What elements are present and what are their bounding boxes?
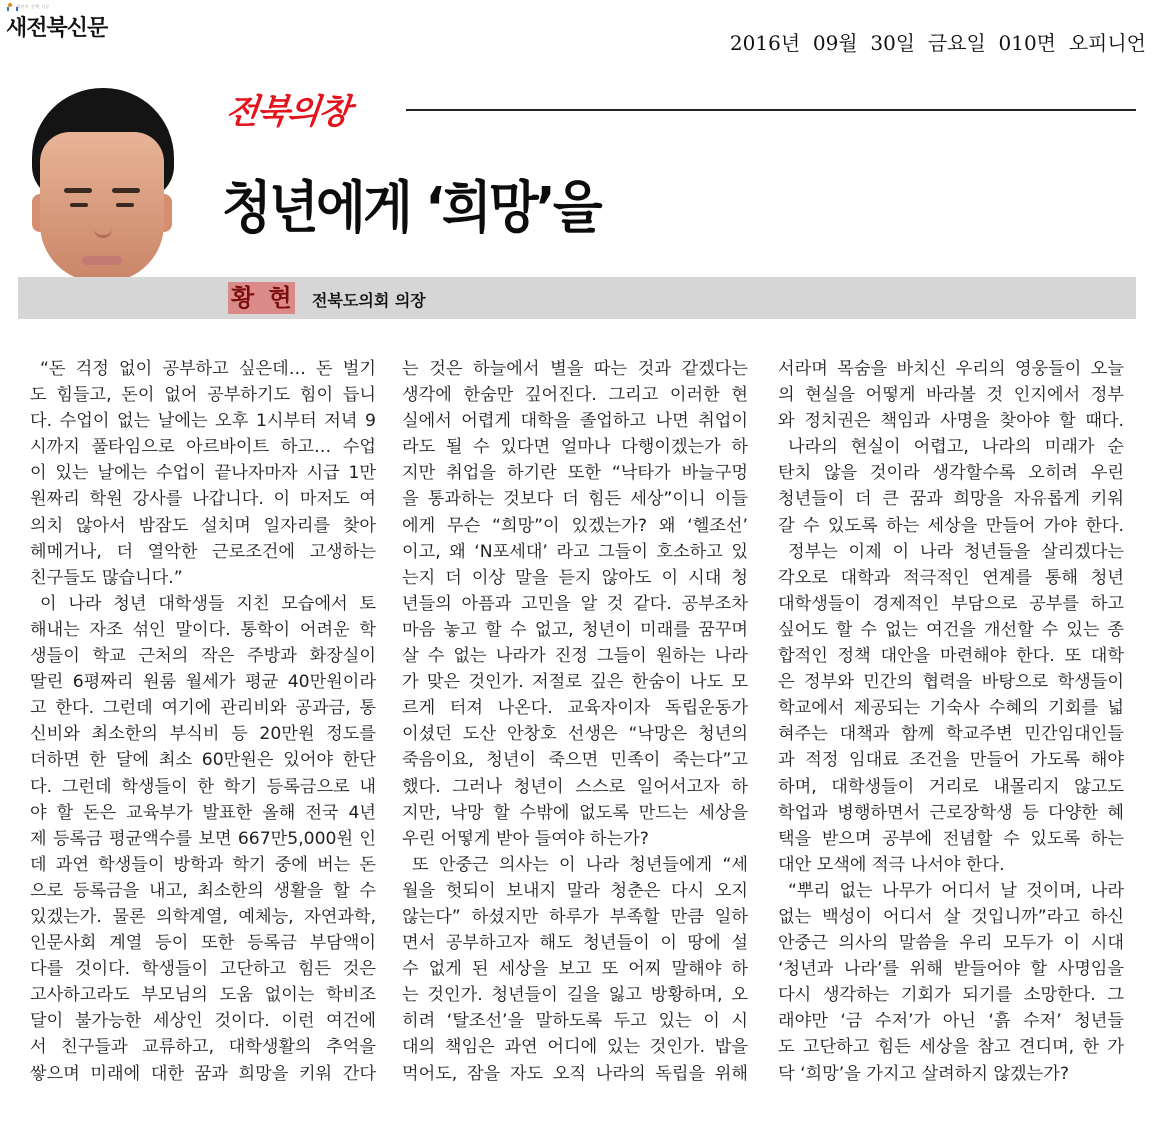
article-text-line: 대안 모색에 적극 나서야 한다. [778,854,1005,875]
article-text-line: 딸린 6평짜리 원룸 월세가 평균 40만원이라 [30,672,376,693]
article-text-line: “뿌리 없는 나무가 어디서 날 것이며, 나라 [788,880,1124,901]
article-text-line: 지만, 낙망 할 수밖에 없도록 만드는 세상을 [402,802,748,823]
article-text-line: 우린 어떻게 받아 들여야 하는가? [402,828,649,849]
article-text-line: 마음 놓고 할 수 없고, 청년이 미래를 꿈꾸며 [402,619,748,640]
author-name: 황 현 [228,282,295,314]
article-text-line: 살 수 없는 나라가 진정 그들이 원하는 나라 [402,646,748,667]
article-text-line: 대의 책임은 과연 어디에 있는 것인가. 밥을 [402,1037,748,1058]
article-text-line: 에게 무슨 “희망”이 있겠는가? 왜 ‘헬조선’ [402,515,748,536]
article-text-line: 쌓으며 미래에 대한 꿈과 희망을 키워 간다 [30,1063,376,1084]
article-text-line: 이고, 왜 ‘N포세대’ 라고 그들이 호소하고 있 [402,541,748,562]
article-text-line: 이셨던 도산 안창호 선생은 “낙망은 청년의 [402,724,748,745]
article-text-line: 먹어도, 잠을 자도 오직 나라의 독립을 위해 [402,1063,748,1084]
article-text-line: 택을 받으며 공부에 전념할 수 있도록 하는 [778,828,1124,849]
article-text-line: 또 안중근 의사는 이 나라 청년들에게 “세 [412,854,748,875]
section-label: 전북의창 [223,92,352,132]
article-text-line: 실에서 어렵게 대학을 졸업하고 나면 취업이 [402,411,748,432]
article-text-line: ‘청년과 나라’를 위해 받들어야 할 사명임을 [778,959,1124,980]
logo-tagline: 새전북 선택 신문 [16,4,51,9]
article-text-line: 정부는 이제 이 나라 청년들을 살리겠다는 [788,541,1124,562]
article-text-line: 는지 더 이상 말을 듣지 않아도 이 시대 청 [402,567,748,588]
photo-brow-left [64,188,92,193]
newspaper-logo [4,2,114,41]
article-text-line: 헤메거나, 더 열악한 근로조건에 고생하는 [30,541,376,562]
article-text-line: 없는 백성이 어디서 살 것입니까”라고 하신 [778,906,1124,927]
article-text-line: 했다. 그러나 청년이 스스로 일어서고자 하 [402,776,748,797]
article-text-line: 학교에서 제공되는 기숙사 수혜의 기회를 넓 [778,698,1124,719]
article-text-line: 대학생들이 경제적인 부담으로 공부를 하고 [778,593,1124,614]
article-text-line: 다를 것이다. 학생들이 고단하고 힘든 것은 [30,959,376,980]
article-text-line: 합적인 정책 대안을 마련해야 한다. 또 대학 [778,646,1124,667]
photo-nose [94,216,112,238]
article-text-line: 래야만 ‘금 수저’가 아닌 ‘흙 수저’ 청년들 [778,1011,1124,1032]
article-text-line: 다. 수업이 없는 날에는 오후 1시부터 저녁 9 [30,411,376,432]
article-text-line: 달이 불가능한 세상인 것이다. 이런 여건에 [30,1011,376,1032]
article-text-line: 해내는 자조 섞인 말이다. 통학이 어려운 학 [30,619,376,640]
article-text-line: 학업과 병행하면서 근로장학생 등 다양한 혜 [778,802,1124,823]
article-text-line: 이 나라 청년 대학생들 지친 모습에서 토 [40,593,376,614]
section-divider [406,109,1136,111]
article-text-line: 르게 터져 나온다. 교육자이자 독립운동가 [402,698,748,719]
article-text-line: 혀주는 대책과 함께 학교주변 민간임대인들 [778,724,1124,745]
article-text-line: 는 것인가. 청년들이 길을 잃고 방황하며, 오 [402,985,748,1006]
article-text-line: 야 할 돈은 교육부가 발표한 올해 전국 4년 [30,802,376,823]
article-text-line: 친구들도 많습니다.” [30,567,183,588]
article-text-line: 더하면 한 달에 최소 60만원은 있어야 한단 [30,750,376,771]
article-text-line: 지만 취업을 하기란 또한 “낙타가 바늘구멍 [402,463,748,484]
article-text-line: 않는다” 하셨지만 하루가 부족할 만큼 일하 [402,906,748,927]
article-text-line: 가 맞은 것인가. 저절로 깊은 한숨이 나도 모 [402,672,748,693]
person-figure-icon [7,3,14,11]
article-text-line: 제 등록금 평균액수를 보면 667만5,000원 인 [30,828,376,849]
article-column-2 [402,356,748,1087]
photo-mouth [82,256,122,265]
article-text-line: 데 과연 학생들이 방학과 학기 중에 버는 돈 [30,854,376,875]
article-text-line: 수 없게 된 세상을 보고 또 어찌 말해야 하 [402,959,748,980]
article-text-line: 시까지 풀타임으로 아르바이트 하고… 수업 [30,437,376,458]
article-text-line: “돈 걱정 없이 공부하고 싶은데… 돈 벌기 [40,359,376,379]
article-text-line: 이 있는 날에는 수업이 끝나자마자 시급 1만 [30,463,376,484]
byline-strip [18,277,1136,319]
dateline: 2016년 09월 30일 금요일 010면 오피니언 [729,31,1146,55]
article-text-line: 월을 헛되이 보내지 말라 청춘은 다시 오지 [402,880,748,901]
photo-eye-right [116,203,134,207]
article-text-line: 나라의 현실이 어렵고, 나라의 미래가 순 [788,437,1124,458]
article-text-line: 갈 수 있도록 하는 세상을 만들어 가야 한다. [778,515,1124,536]
article-text-line: 청년들이 더 큰 꿈과 희망을 자유롭게 키워 [778,489,1124,510]
article-text-line: 을 통과하는 것보다 더 힘든 세상”이니 이들 [402,489,748,510]
article-text-line: 는 것은 하늘에서 별을 따는 것과 같겠다는 [402,359,748,379]
article-text-line: 죽음이요, 청년이 죽으면 민족이 죽는다”고 [402,750,748,771]
article-text-line: 있겠는가. 물론 의학계열, 예체능, 자연과학, [30,906,376,927]
article-text-line: 년들의 아픔과 고민을 알 것 같다. 공부조차 [402,593,748,614]
article-text-line: 신비와 최소한의 부식비 등 20만원 정도를 [30,724,376,745]
article-text-line: 면서 공부하고자 해도 청년들이 이 땅에 설 [402,933,748,954]
article-text-line: 도 고단하고 힘든 세상을 참고 견디며, 한 가 [778,1037,1124,1058]
article-text-line: 으로 등록금을 내고, 최소한의 생활을 할 수 [30,880,376,901]
headline: 청년에게 ‘희망’을 [222,176,600,241]
article-text-line: 과 적정 임대료 조건을 만들어 가도록 해야 [778,750,1124,771]
article-column-3 [778,356,1124,1087]
article-text-line: 서라며 목숨을 바치신 우리의 영웅들이 오늘 [778,359,1124,379]
article-text-line: 도 힘들고, 돈이 없어 공부하기도 힘이 듭니 [30,385,376,406]
article-text-line: 각오로 대학과 적극적인 연계를 통해 청년 [778,567,1124,588]
article-text-line: 싶어도 할 수 없는 여건을 개선할 수 있는 종 [778,619,1124,640]
article-text-line: 원짜리 학원 강사를 나갑니다. 이 마저도 여 [30,489,376,510]
article-text-line: 인문사회 계열 등이 또한 등록금 부담액이 [30,933,376,954]
newspaper-name: 새전북신문 [6,16,108,41]
article-text-line: 탄치 않을 것이라 생각할수록 오히려 우린 [778,463,1124,484]
article-text-line: 고사하고라도 부모님의 도움 없이는 학비조 [30,985,376,1006]
article-text-line: 생각에 한숨만 깊어진다. 그리고 이러한 현 [402,385,748,406]
article-column-1 [30,356,376,1087]
article-text-line: 닥 ‘희망’을 가지고 살려하지 않겠는가? [778,1063,1069,1084]
photo-brow-right [112,188,140,193]
article-text-line: 라도 될 수 있다면 얼마나 다행이겠는가 하 [402,437,748,458]
article-text-line: 다. 그런데 학생들이 한 학기 등록금으로 내 [30,776,376,797]
article-text-line: 의 현실을 어떻게 바라볼 것 인지에서 정부 [778,385,1124,406]
author-title: 전북도의회 의장 [312,291,426,310]
article-text-line: 하며, 대학생들이 거리로 내몰리지 않고도 [778,776,1124,797]
photo-eye-left [70,203,88,207]
article-text-line: 안중근 의사의 말씀을 우리 모두가 이 시대 [778,933,1124,954]
article-text-line: 은 정부와 민간의 협력을 바탕으로 학생들이 [778,672,1124,693]
article-text-line: 의치 않아서 밤잠도 설치며 일자리를 찾아 [30,515,376,536]
article-text-line: 서 친구들과 교류하고, 대학생활의 추억을 [30,1037,376,1058]
article-text-line: 생들이 학교 근처의 작은 주방과 화장실이 [30,646,376,667]
article-text-line: 히려 ‘탈조선’을 말하도록 두고 있는 이 시 [402,1011,748,1032]
article-text-line: 와 정치권은 책임과 사명을 찾아야 할 때다. [778,411,1124,432]
article-text-line: 다시 생각하는 기회가 되기를 소망한다. 그 [778,985,1124,1006]
logo-mark [7,3,50,11]
article-body [30,356,1136,1136]
article-text-line: 고 한다. 그런데 여기에 관리비와 공과금, 통 [30,698,376,719]
